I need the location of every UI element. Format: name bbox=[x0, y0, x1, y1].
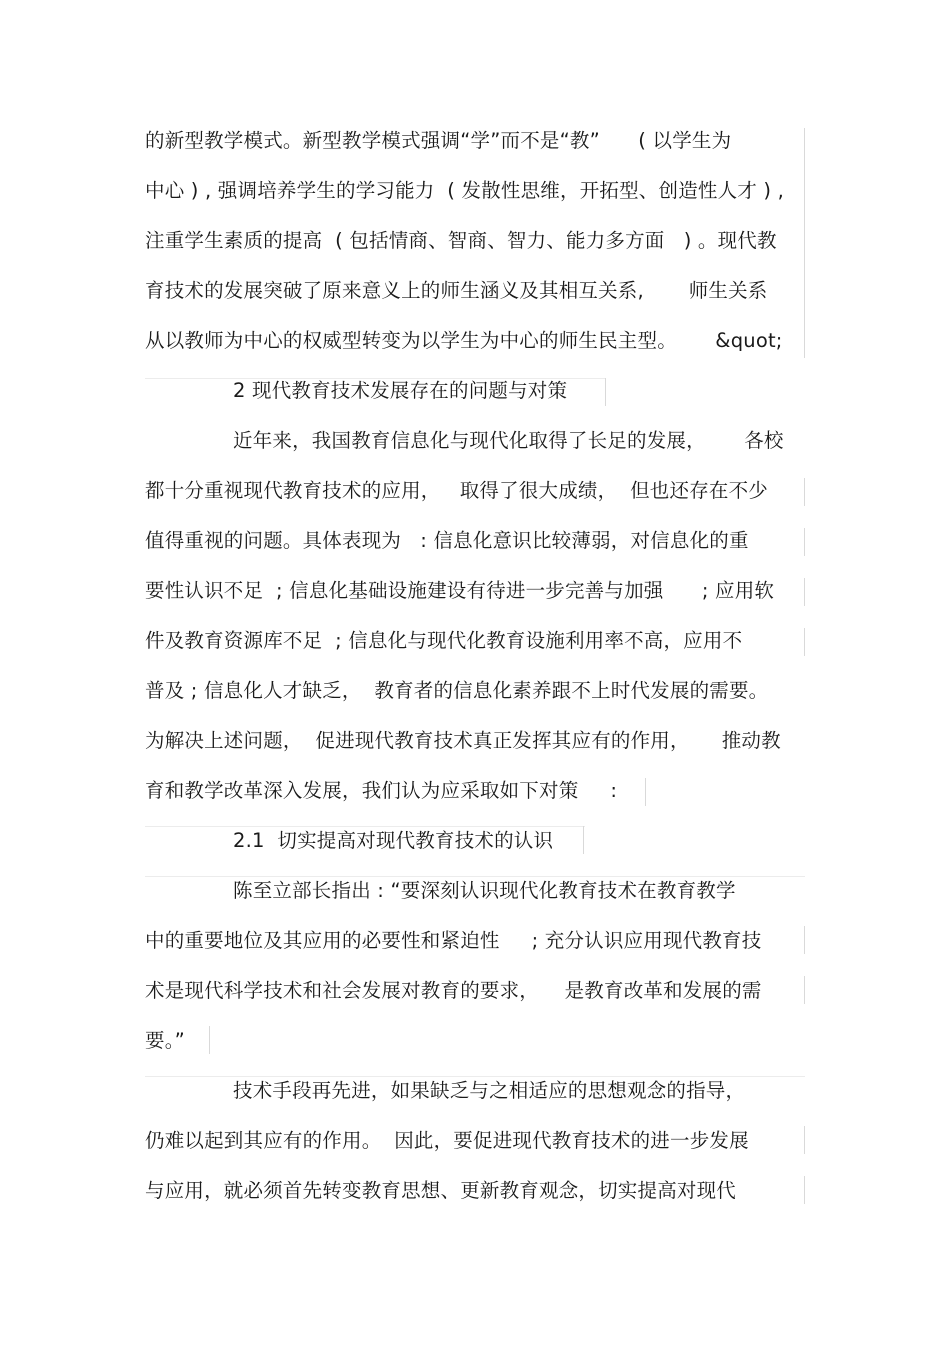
text-line: 与应用，就必须首先转变教育思想、更新教育观念，切实提高对现代 bbox=[145, 1179, 737, 1202]
rule-line bbox=[804, 1126, 805, 1154]
rule-line bbox=[804, 1176, 805, 1204]
rule-line bbox=[804, 926, 805, 954]
text-line: 近年来，我国教育信息化与现代化取得了长足的发展， 各校 bbox=[233, 429, 784, 452]
rule-line bbox=[804, 478, 805, 506]
text-line: 从以教师为中心的权威型转变为以学生为中心的师生民主型。 &quot; bbox=[145, 329, 783, 352]
rule-line bbox=[804, 128, 805, 358]
rule-line bbox=[605, 378, 606, 406]
rule-line bbox=[804, 528, 805, 556]
rule-line bbox=[145, 1076, 805, 1077]
text-line: 要性认识不足 ; 信息化基础设施建设有待进一步完善与加强 ; 应用软 bbox=[145, 579, 775, 602]
text-line: 仍难以起到其应有的作用。 因此，要促进现代教育技术的进一步发展 bbox=[145, 1129, 749, 1152]
text-line: 值得重视的问题。具体表现为 : 信息化意识比较薄弱，对信息化的重 bbox=[145, 529, 749, 552]
text-line: 中心 ) , 强调培养学生的学习能力 ( 发散性思维，开拓型、创造性人才 ) , bbox=[145, 179, 785, 202]
text-line: 件及教育资源库不足 ; 信息化与现代化教育设施利用率不高，应用不 bbox=[145, 629, 743, 652]
text-line: 技术手段再先进，如果缺乏与之相适应的思想观念的指导， bbox=[233, 1079, 746, 1102]
text-line: 的新型教学模式。新型教学模式强调“学”而不是“教” ( 以学生为 bbox=[145, 129, 732, 152]
text-line: 都十分重视现代教育技术的应用， 取得了很大成绩， 但也还存在不少 bbox=[145, 479, 768, 502]
text-line: 育和教学改革深入发展，我们认为应采取如下对策 : bbox=[145, 779, 618, 802]
rule-line bbox=[804, 628, 805, 656]
text-line: 注重学生素质的提高 ( 包括情商、智商、智力、能力多方面 ) 。现代教 bbox=[145, 229, 777, 252]
subsection-heading: 2.1 切实提高对现代教育技术的认识 bbox=[233, 829, 554, 852]
text-line: 要。” bbox=[145, 1029, 185, 1052]
rule-line bbox=[804, 578, 805, 606]
text-line: 普及 ; 信息化人才缺乏， 教育者的信息化素养跟不上时代发展的需要。 bbox=[145, 679, 769, 702]
text-line: 陈至立部长指出 : “要深刻认识现代化教育技术在教育教学 bbox=[233, 879, 736, 902]
text-line: 为解决上述问题， 促进现代教育技术真正发挥其应有的作用， 推动教 bbox=[145, 729, 781, 752]
text-line: 中的重要地位及其应用的必要性和紧迫性 ; 充分认识应用现代教育技 bbox=[145, 929, 762, 952]
rule-line bbox=[145, 826, 585, 827]
rule-line bbox=[209, 1026, 210, 1054]
text-line: 育技术的发展突破了原来意义上的师生涵义及其相互关系, 师生关系 bbox=[145, 279, 768, 302]
rule-line bbox=[804, 976, 805, 1004]
rule-line bbox=[583, 826, 584, 854]
section-heading: 2 现代教育技术发展存在的问题与对策 bbox=[233, 379, 568, 402]
rule-line bbox=[645, 778, 646, 806]
rule-line bbox=[145, 876, 805, 877]
text-line: 术是现代科学技术和社会发展对教育的要求， 是教育改革和发展的需 bbox=[145, 979, 762, 1002]
